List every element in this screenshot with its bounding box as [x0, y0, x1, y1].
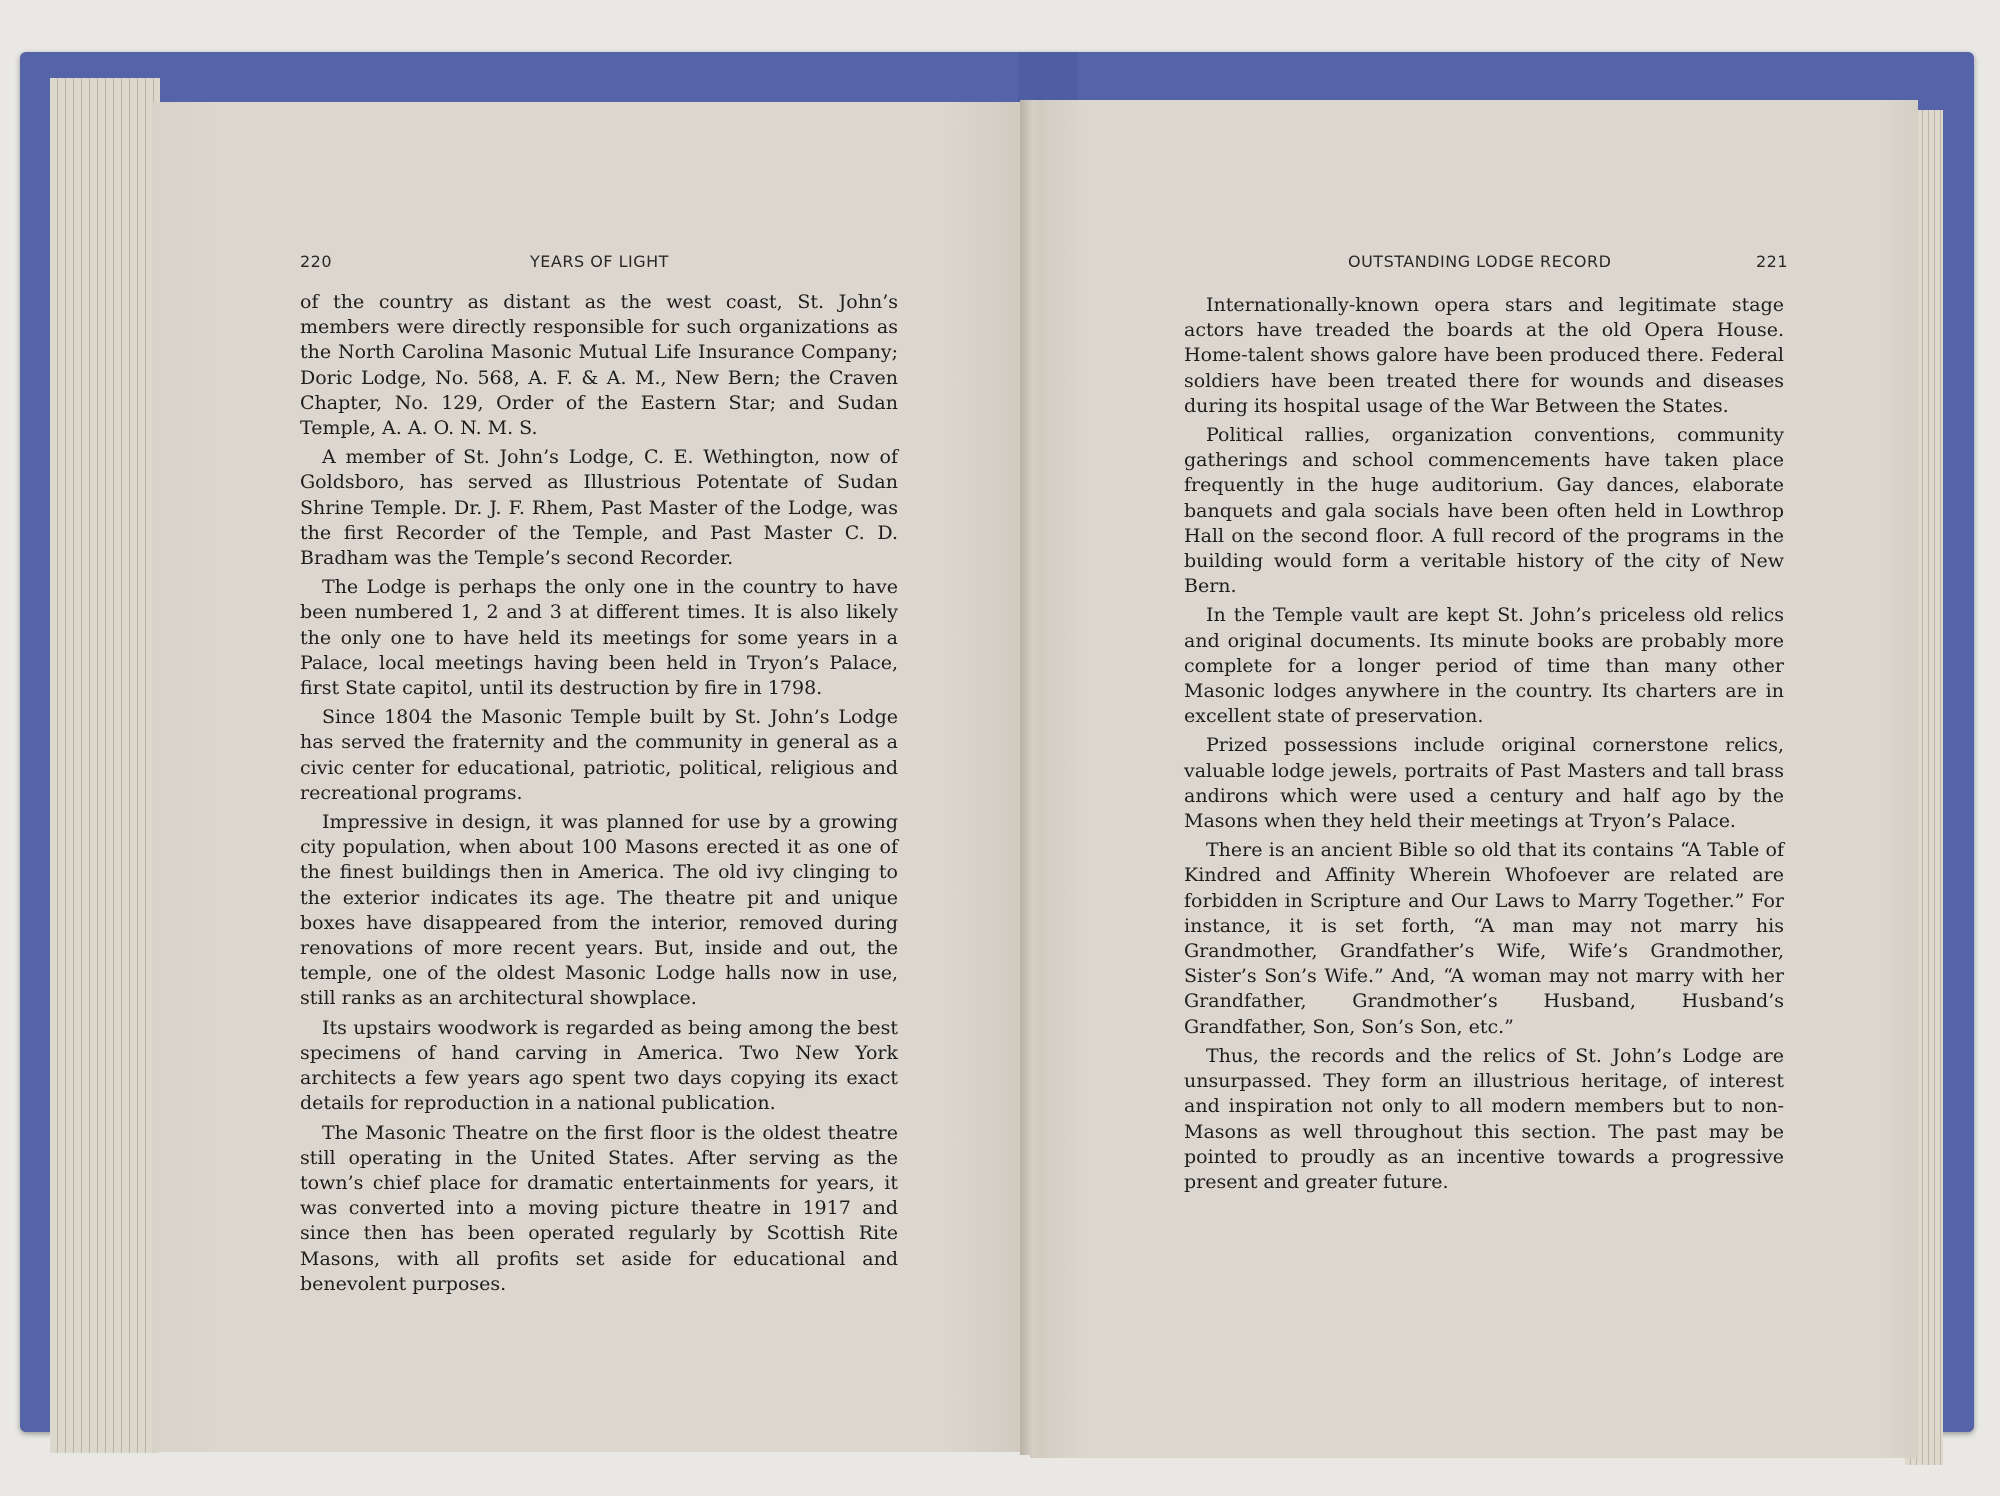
paragraph: of the country as distant as the west coast, St. John’s members were directly responsible for such organizations as the North Carolina Masonic Mutual Life Insurance Company; Doric Lodge, No. 568, A. F. & A. M., New Bern; the Craven Chapter, No. 129, Order of the Eastern Star; and Sudan Temple, A. A. O. N. M. S.: [300, 291, 898, 440]
book-gutter: [1020, 100, 1042, 1455]
paragraph: Internationally-known opera stars and legitimate stage actors have treaded the boards at the old Opera House. Home-talent shows galore have been produced there. Federal soldiers have been treated there for wounds and diseases during its hospital usage of the War Between the States.: [1184, 294, 1784, 417]
paragraph: Its upstairs woodwork is regarded as being among the best specimens of hand carving in America. Two New York architects a few years ago spent two days copying its exact details for reproduction in a national publication.: [300, 1016, 898, 1115]
left-page-number: 220: [300, 252, 333, 271]
right-page-body: [1184, 293, 1784, 1195]
right-running-head: OUTSTANDING LODGE RECORD: [1348, 252, 1612, 271]
paragraph: Impressive in design, it was planned for use by a growing city population, when about 100 Masons erected it as one of the finest buildings then in America. The old ivy clinging to the exterior indicates its age. The theatre pit and unique boxes have disappeared from the interior, removed during renovations of more recent years. But, inside and out, the temple, one of the oldest Masonic Lodge halls now in use, still ranks as an architectural showplace.: [300, 811, 898, 1010]
paragraph: In the Temple vault are kept St. John’s priceless old relics and original documents. Its minute books are probably more complete for a longer period of time than many other Masonic lodges anywhere in the country. Its charters are in excellent state of preservation.: [1184, 604, 1784, 728]
paragraph: The Masonic Theatre on the first floor is the oldest theatre still operating in the United States. After serving as the town’s chief place for dramatic entertainments for years, it was converted into a moving picture theatre in 1917 and since then has been operated regularly by Scottish Rite Masons, with all profits set aside for educational and benevolent purposes.: [300, 1121, 898, 1295]
paragraph: Prized possessions include original cornerstone relics, valuable lodge jewels, portraits of Past Masters and tall brass andirons which were used a century and half ago by the Masons when they held their meetings at Tryon’s Palace.: [1184, 734, 1784, 833]
left-running-head: YEARS OF LIGHT: [530, 252, 669, 271]
paragraph: Thus, the records and the relics of St. John’s Lodge are unsurpassed. They form an illustrious heritage, of interest and inspiration not only to all modern members but to non-Masons as well throughout this section. The past may be pointed to proudly as an incentive towards a progressive present and greater future.: [1184, 1044, 1784, 1193]
paragraph: Political rallies, organization conventions, community gatherings and school commencements have taken place frequently in the huge auditorium. Gay dances, elaborate banquets and gala socials have been often held in Lowthrop Hall on the second floor. A full record of the programs in the building would form a veritable history of the city of New Bern.: [1184, 424, 1784, 598]
paragraph: There is an ancient Bible so old that its contains “A Table of Kindred and Affinity Wherein Whofoever are related are forbidden in Scripture and Our Laws to Marry Together.” For instance, it is set forth, “A man may not marry his Grandmother, Grandfather’s Wife, Wife’s Grandmother, Sister’s Son’s Wife.” And, “A woman may not marry with her Grandfather, Grandmother’s Husband, Husband’s Grandfather, Son, Son’s Son, etc.”: [1184, 839, 1784, 1038]
paragraph: Since 1804 the Masonic Temple built by St. John’s Lodge has served the fraternity and the community in general as a civic center for educational, patriotic, political, religious and recreational programs.: [300, 706, 898, 804]
left-page-edges: [50, 78, 160, 1453]
right-page-number: 221: [1756, 252, 1789, 271]
left-page-body: [300, 290, 898, 1297]
paragraph: A member of St. John’s Lodge, C. E. Wethington, now of Goldsboro, has served as Illustrious Potentate of Sudan Shrine Temple. Dr. J. F. Rhem, Past Master of the Lodge, was the first Recorder of the Temple, and Past Master C. D. Bradham was the Temple’s second Recorder.: [300, 446, 898, 570]
paragraph: The Lodge is perhaps the only one in the country to have been numbered 1, 2 and 3 at different times. It is also likely the only one to have held its meetings for some years in a Palace, local meetings having been held in Tryon’s Palace, first State capitol, until its destruction by fire in 1798.: [300, 576, 898, 700]
